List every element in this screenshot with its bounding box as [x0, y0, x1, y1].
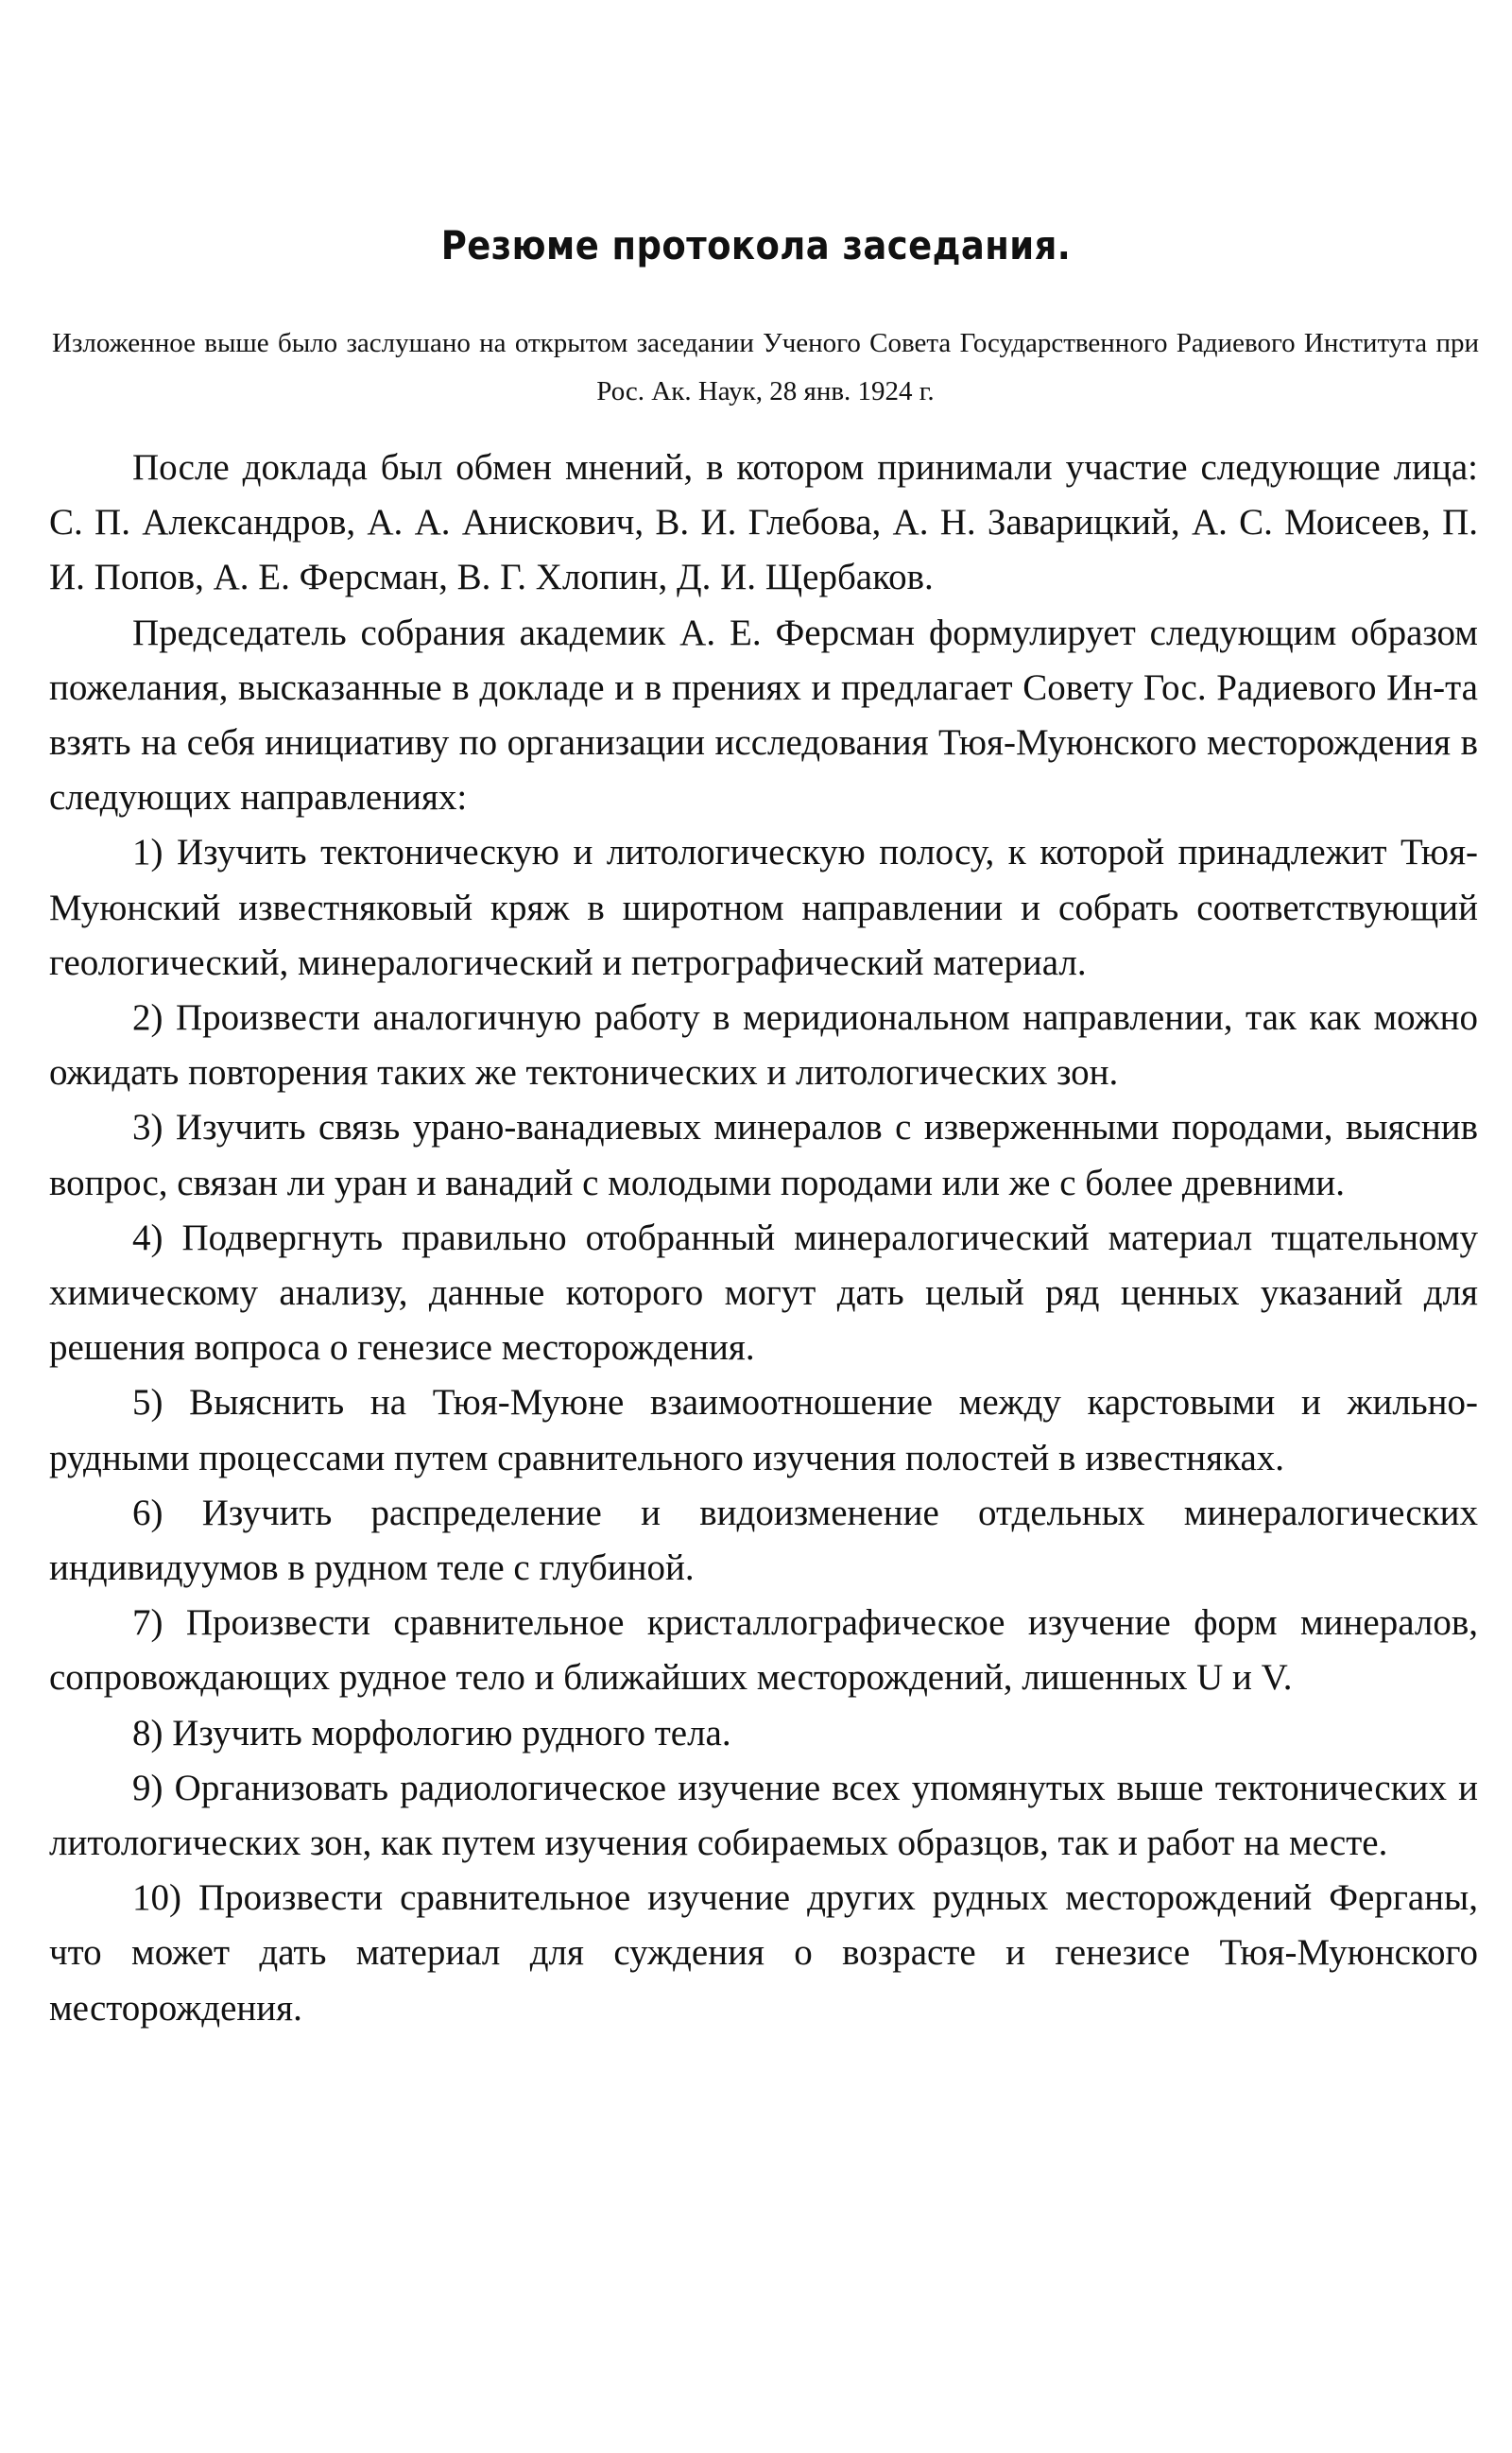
list-item-9: 9) Организовать радиологическое изучение всех упомянутых выше тектонических и литологических зон, как путем изучения собираемых образцов, так и работ на месте. [49, 1767, 1478, 1864]
list-item-10: 10) Произвести сравнительное изучение других рудных месторождений Ферганы, что может дать материал для суждения о возрасте и генезисе Тюя-Муюнского месторождения. [49, 1877, 1478, 2029]
list-item-8: 8) Изучить морфологию рудного тела. [132, 1712, 731, 1753]
page-title: Резюме протокола заседания. [440, 222, 1072, 268]
paragraph-discussion: После доклада был обмен мнений, в котором принимали участие следующие лица: С. П. Александров, А. А. Анискович, В. И. Глебова, А. Н. Заварицкий, А. С. Моисеев, П. И. Попов, А. Е. Ферсман, В. Г. Хлопин, Д. И. Щербаков. [49, 447, 1478, 598]
list-item-2: 2) Произвести аналогичную работу в меридиональном направлении, так как можно ожидать повторения таких же тектонических и литологических зон. [49, 997, 1478, 1094]
document-subtitle: Изложенное выше было заслушано на открытом заседании Ученого Совета Государственного Радиевого Института при Рос. Ак. Наук, 28 янв. 1924 г. [52, 328, 1479, 406]
document-body [49, 441, 1478, 2036]
list-item-5: 5) Выяснить на Тюя-Муюне взаимоотношение между карстовыми и жильно-рудными процессами путем сравнительного изучения полостей в известняках. [49, 1382, 1478, 1478]
list-item-6: 6) Изучить распределение и видоизменение отдельных минералогических индивидуумов в рудном теле с глубиной. [49, 1492, 1478, 1589]
paragraph-chairman: Председатель собрания академик А. Е. Ферсман формулирует следующим образом пожелания, высказанные в докладе и в прениях и предлагает Совету Гос. Радиевого Ин-та взять на себя инициативу по организации исследования Тюя-Муюнского месторождения в следующих направлениях: [49, 612, 1478, 819]
list-item-1: 1) Изучить тектоническую и литологическую полосу, к которой принадлежит Тюя-Муюнский известняковый кряж в широтном направлении и собрать соответствующий геологический, минералогический и петрографический материал. [49, 832, 1478, 983]
list-item-3: 3) Изучить связь урано-ванадиевых минералов с изверженными породами, выяснив вопрос, связан ли уран и ванадий с молодыми породами или же с более древними. [49, 1107, 1478, 1203]
list-item-4: 4) Подвергнуть правильно отобранный минералогический материал тщательному химическому анализу, данные которого могут дать целый ряд ценных указаний для решения вопроса о генезисе месторождения. [49, 1217, 1478, 1369]
list-item-7: 7) Произвести сравнительное кристаллографическое изучение форм минералов, сопровождающих рудное тело и ближайших месторождений, лишенных U и V. [49, 1602, 1478, 1699]
